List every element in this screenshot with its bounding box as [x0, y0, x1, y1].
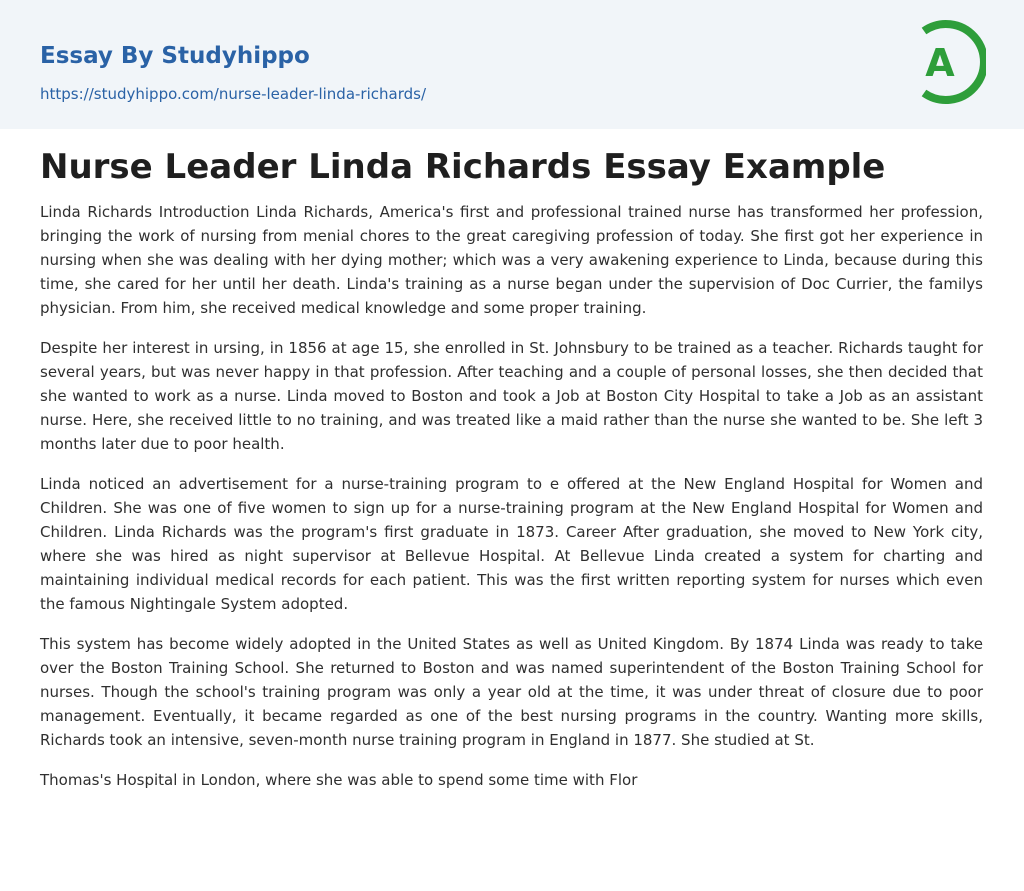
essay-paragraph: Linda Richards Introduction Linda Richards, America's first and professional trained nurse has transformed her profession, bringing the work of nursing from menial chores to the great caregiving profession of today. She first got her experience in nursing when she was dealing with her dying mother; which was a very awakening experience to Linda, because during this time, she cared for her until her death. Linda's training as a nurse began under the supervision of Doc Currier, the familys physician. From him, she received medical knowledge and some proper training.	[40, 203, 983, 317]
page-header	[0, 0, 1024, 129]
logo-letter: A	[925, 41, 955, 85]
source-url-link[interactable]: https://studyhippo.com/nurse-leader-linda-richards/	[40, 85, 426, 103]
letter-a-circle-icon	[910, 19, 986, 105]
brand-title: Essay By Studyhippo	[40, 43, 310, 69]
essay-paragraph: Linda noticed an advertisement for a nurse-training program to e offered at the New England Hospital for Women and Children. She was one of five women to sign up for a nurse-training program at the New England Hospital for Women and Children. Linda Richards was the program's first graduate in 1873. Career After graduation, she moved to New York city, where she was hired as night supervisor at Bellevue Hospital. At Bellevue Linda created a system for charting and maintaining individual medical records for each patient. This was the first written reporting system for nurses which even the famous Nightingale System adopted.	[40, 475, 983, 613]
essay-paragraph: This system has become widely adopted in the United States as well as United Kingdom. By 1874 Linda was ready to take over the Boston Training School. She returned to Boston and was named superintendent of the Boston Training School for nurses. Though the school's training program was only a year old at the time, it was under threat of closure due to poor management. Eventually, it became regarded as one of the best nursing programs in the country. Wanting more skills, Richards took an intensive, seven-month nurse training program in England in 1877. She studied at St.	[40, 635, 983, 749]
essay-content	[40, 144, 983, 808]
essay-paragraph: Despite her interest in ursing, in 1856 at age 15, she enrolled in St. Johnsbury to be trained as a teacher. Richards taught for several years, but was never happy in that profession. After teaching and a couple of personal losses, she then decided that she wanted to work as a nurse. Linda moved to Boston and took a Job at Boston City Hospital to take a Job as an assistant nurse. Here, she received little to no training, and was treated like a maid rather than the nurse she wanted to be. She left 3 months later due to poor health.	[40, 339, 983, 453]
page-title: Nurse Leader Linda Richards Essay Example	[40, 147, 886, 187]
essay-paragraph: Thomas's Hospital in London, where she was able to spend some time with Flor	[40, 771, 638, 789]
